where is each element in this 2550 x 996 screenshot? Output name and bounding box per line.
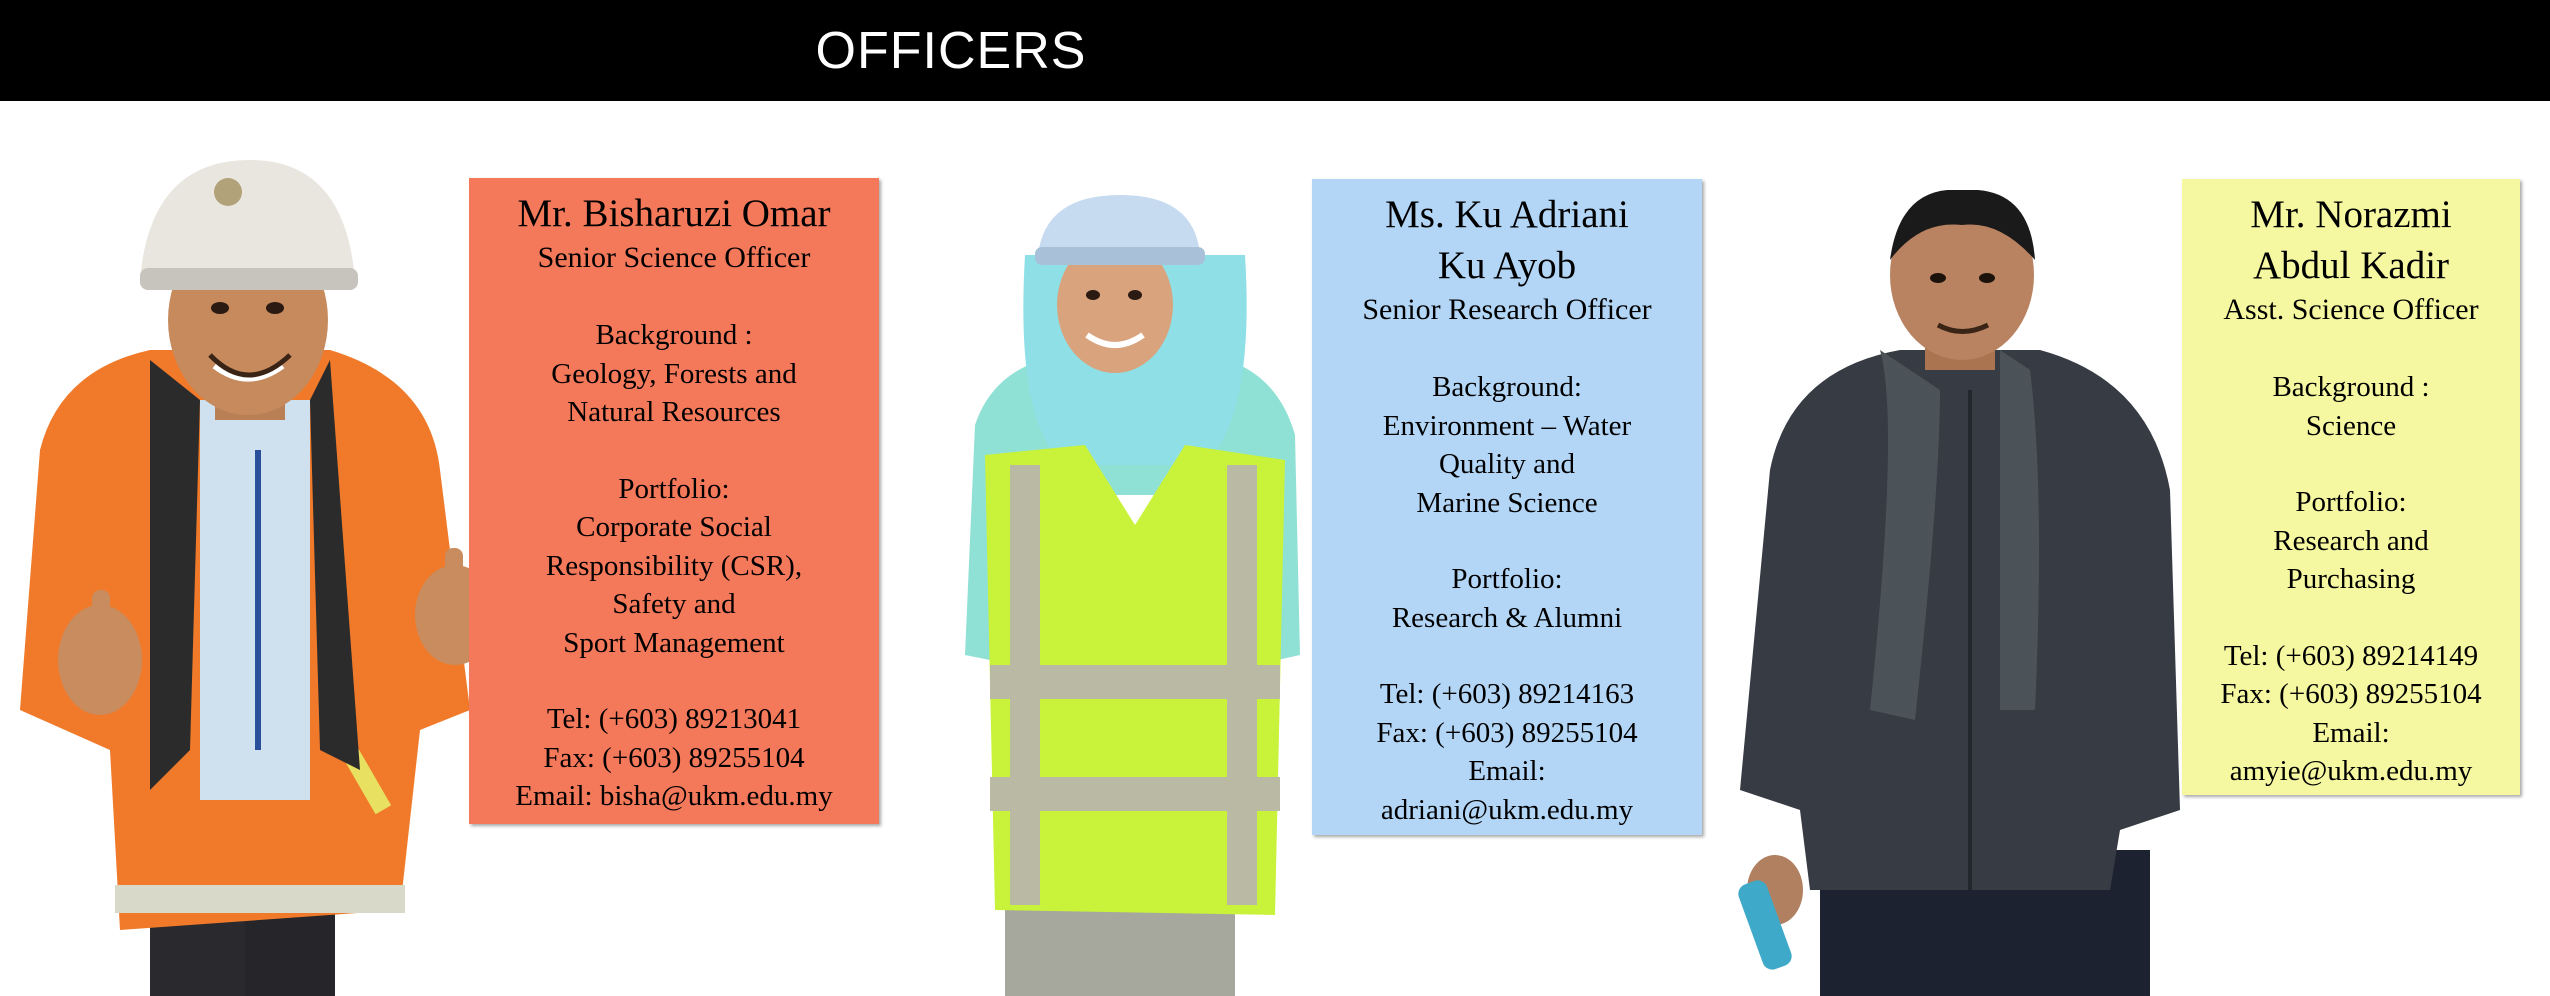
officer-name: Ms. Ku Adriani — [1385, 193, 1629, 236]
officer-name-line-2: Abdul Kadir — [2252, 244, 2450, 287]
background-heading: Background: — [1432, 371, 1582, 403]
contact-email[interactable]: adriani@ukm.edu.my — [1380, 793, 1634, 826]
portfolio-line: Research and — [2273, 524, 2429, 557]
officer-name: Mr. Bisharuzi Omar — [517, 192, 831, 235]
page-title: OFFICERS — [815, 21, 1087, 80]
officer-name-line-2: Ku Ayob — [1437, 244, 1577, 287]
officer-card-adriani — [1312, 179, 1702, 835]
portfolio-heading: Portfolio: — [618, 472, 730, 505]
officer-role: Asst. Science Officer — [2223, 293, 2479, 326]
background-heading: Background : — [595, 319, 753, 351]
contact-fax: Fax: (+603) 89255104 — [2220, 678, 2482, 710]
portfolio-line: Research & Alumni — [1391, 601, 1623, 634]
contact-fax: Fax: (+603) 89255104 — [543, 741, 805, 774]
officer-role: Senior Science Officer — [537, 241, 811, 274]
background-line: Quality and — [1438, 448, 1576, 480]
portfolio-heading: Portfolio: — [1451, 563, 1563, 595]
officer-name: Mr. Norazmi — [2250, 193, 2452, 236]
portfolio-line: Sport Management — [563, 626, 785, 659]
officer-photo-bisharuzi — [0, 150, 520, 996]
background-line: Marine Science — [1416, 486, 1598, 519]
contact-tel: Tel: (+603) 89213041 — [546, 703, 802, 735]
portfolio-line: Safety and — [612, 588, 736, 620]
contact-tel: Tel: (+603) 89214163 — [1379, 678, 1635, 710]
officer-photo-norazmi — [1700, 190, 2200, 996]
contact-email[interactable]: amyie@ukm.edu.my — [2229, 755, 2473, 787]
contact-email-label: Email: — [2312, 716, 2390, 749]
contact-fax: Fax: (+603) 89255104 — [1376, 716, 1638, 749]
contact-tel: Tel: (+603) 89214149 — [2223, 639, 2479, 672]
portfolio-line: Purchasing — [2286, 563, 2416, 595]
background-line: Geology, Forests and — [551, 357, 797, 390]
contact-email[interactable]: Email: bisha@ukm.edu.my — [515, 780, 833, 812]
background-line: Natural Resources — [567, 396, 781, 428]
contact-email-label: Email: — [1468, 755, 1546, 787]
portfolio-heading: Portfolio: — [2295, 486, 2407, 518]
officer-card-bisharuzi — [469, 178, 879, 824]
background-line: Environment – Water — [1382, 409, 1632, 442]
officer-photo-adriani — [955, 195, 1315, 996]
portfolio-line: Corporate Social — [576, 511, 772, 543]
background-line: Science — [2305, 409, 2397, 442]
portfolio-line: Responsibility (CSR), — [545, 549, 803, 582]
header-bar — [0, 0, 2550, 101]
officer-role: Senior Research Officer — [1362, 293, 1652, 326]
background-heading: Background : — [2272, 371, 2430, 403]
officer-card-norazmi — [2182, 179, 2520, 795]
